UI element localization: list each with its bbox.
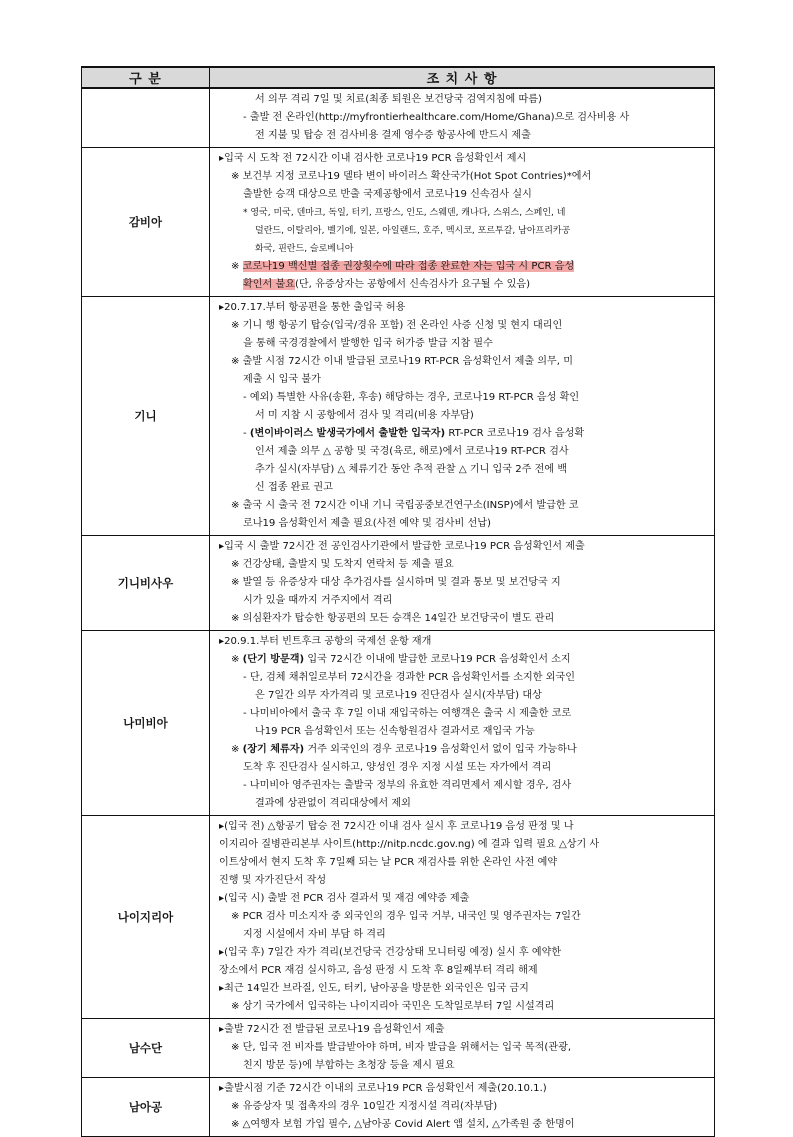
dash-mark: -	[243, 428, 250, 439]
measures-cell	[210, 1019, 715, 1078]
header-category: 구 분	[82, 67, 210, 88]
text-line: ▸(입국 후) 7일간 자가 격리(보건당국 건강상태 모니터링 예정) 실시 후 예약한	[219, 947, 562, 958]
measures-cell	[210, 297, 715, 536]
text-line: 결과에 상관없이 격리대상에서 제외	[255, 798, 411, 809]
highlighted-note	[219, 258, 708, 276]
text-line: 출발한 승객 대상으로 반출 국제공항에서 코로나19 신속검사 실시	[243, 189, 532, 200]
text-line: - 예외) 특별한 사유(송환, 후송) 해당하는 경우, 코로나19 RT-PCR 음성 확인	[243, 392, 580, 403]
country-cell: 나미비아	[82, 631, 210, 816]
country-cell: 기니	[82, 297, 210, 536]
text-line: 은 7일간 의무 자가격리 및 코로나19 진단검사 실시(자부담) 대상	[255, 690, 542, 701]
country-cell: 나이지리아	[82, 816, 210, 1019]
text-line: ※ 유증상자 및 접촉자의 경우 10일간 지정시설 격리(자부담)	[231, 1101, 498, 1112]
text-line: 인서 제출 의무 △ 공항 및 국경(육로, 해로)에서 코로나19 RT-PCR 검사	[255, 446, 569, 457]
text-line	[219, 741, 708, 759]
text-line: ※ 의심환자가 탑승한 항공편의 모든 승객은 14일간 보건당국이 별도 관리	[231, 613, 555, 624]
text-span: RT-PCR 코로나19 검사 음성확	[445, 428, 585, 439]
text-line: - 출발 전 온라인(http://myfrontierhealthcare.com/Home/Ghana)으로 검사비용 사	[243, 112, 630, 123]
header-measures: 조 치 사 항	[210, 67, 715, 88]
text-line: 추가 실시(자부담) △ 체류기간 동안 추적 관찰 △ 기니 입국 2주 전에 백	[255, 464, 568, 475]
text-line: ※ 상기 국가에서 입국하는 나이지리아 국민은 도착일로부터 7일 시설격리	[231, 1001, 555, 1012]
table-row-ghana-continued	[82, 88, 715, 148]
text-line: 서 의무 격리 7일 및 치료(최종 퇴원은 보건당국 검역지침에 따름)	[255, 94, 542, 105]
text-line: - 나미비아에서 출국 후 7일 이내 재입국하는 여행객은 출국 시 제출한 코로	[243, 708, 572, 719]
table-row-guinea	[82, 297, 715, 536]
text-line: ※ 건강상태, 출발지 및 도착지 연락처 등 제출 필요	[231, 559, 454, 570]
table-header-row	[82, 67, 715, 88]
text-line: 지정 시설에서 자비 부담 하 격리	[243, 929, 386, 940]
bold-text: (단기 방문객)	[242, 654, 305, 665]
measures-cell	[210, 148, 715, 297]
text-line: 제출 시 입국 불가	[243, 374, 321, 385]
table-row-gambia	[82, 148, 715, 297]
text-line: - 나미비아 영주권자는 출발국 정부의 유효한 격리면제서 제시할 경우, 검사	[243, 780, 572, 791]
text-line	[219, 425, 708, 443]
text-line: ※ 단, 입국 전 비자를 발급받아야 하며, 비자 발급을 위해서는 입국 목적(관광,	[231, 1042, 572, 1053]
text-line: 이지리아 질병관리본부 사이트(http://nitp.ncdc.gov.ng) 에 결과 입력 필요 △상기 사	[219, 839, 600, 850]
text-line: ▸입국 시 출발 72시간 전 공인검사기관에서 발급한 코로나19 PCR 음성확인서 제출	[219, 541, 585, 552]
measures-cell	[210, 536, 715, 631]
text-line: ▸입국 시 도착 전 72시간 이내 검사한 코로나19 PCR 음성확인서 제시	[219, 153, 527, 164]
text-line: 나19 PCR 음성확인서 또는 신속항원검사 결과서로 재입국 가능	[255, 726, 535, 737]
table-row-south-africa	[82, 1078, 715, 1137]
footnote-line: 덜란드, 이탈리아, 벨기에, 일본, 아일랜드, 호주, 멕시코, 포르투갈, 남아프리카공	[255, 226, 571, 236]
text-line: 서 미 지참 시 공항에서 검사 및 격리(비용 자부담)	[255, 410, 474, 421]
text-line: 시가 있을 때까지 거주지에서 격리	[243, 595, 393, 606]
text-span: 입국 72시간 이내에 발급한 코로나19 PCR 음성확인서 소지	[304, 654, 571, 665]
text-line: ▸출발 72시간 전 발급된 코로나19 음성확인서 제출	[219, 1024, 445, 1035]
country-cell: 감비아	[82, 148, 210, 297]
text-line: ※ 출국 시 출국 전 72시간 이내 기니 국립공중보건연구소(INSP)에서 발급한 코	[231, 500, 579, 511]
text-line: 로나19 음성확인서 제출 필요(사전 예약 및 검사비 선납)	[243, 518, 491, 529]
bold-text: (장기 체류자)	[242, 744, 305, 755]
table-row-nigeria	[82, 816, 715, 1019]
bold-text: (변이바이러스 발생국가에서 출발한 입국자)	[249, 428, 446, 439]
text-line: ※ 출발 시점 72시간 이내 발급된 코로나19 RT-PCR 음성확인서 제출 의무, 미	[231, 356, 573, 367]
highlighted-note-cont	[219, 276, 708, 294]
text-line: 친지 방문 등)에 부합하는 초청장 등을 제시 필요	[243, 1060, 455, 1071]
text-line: ※ PCR 검사 미소지자 중 외국인의 경우 입국 거부, 내국인 및 영주권자는 7일간	[231, 911, 581, 922]
text-span: 거주 외국인의 경우 코로나19 음성확인서 없이 입국 가능하나	[304, 744, 577, 755]
highlight-text: 확인서 불요	[243, 279, 295, 290]
text-line: ▸20.7.17.부터 항공편을 통한 출입국 허용	[219, 302, 406, 313]
text-line: 도착 후 진단검사 실시하고, 양성인 경우 지정 시설 또는 자가에서 격리	[243, 762, 552, 773]
text-line: 이트상에서 현지 도착 후 7일째 되는 날 PCR 재검사를 위한 온라인 사전 예약	[219, 857, 558, 868]
text-line: 장소에서 PCR 재검 실시하고, 음성 판정 시 도착 후 8일째부터 격리 해제	[219, 965, 538, 976]
measures-cell	[210, 1078, 715, 1137]
measures-cell	[210, 816, 715, 1019]
country-cell: 남아공	[82, 1078, 210, 1137]
footnote-line: * 영국, 미국, 덴마크, 독일, 터키, 프랑스, 인도, 스웨덴, 캐나다, 스위스, 스페인, 네	[243, 208, 566, 218]
text-line: ▸(입국 시) 출발 전 PCR 검사 결과서 및 재검 예약증 제출	[219, 893, 470, 904]
text-line: ▸출발시점 기준 72시간 이내의 코로나19 PCR 음성확인서 제출(20.10.1.)	[219, 1083, 547, 1094]
text-line: ▸20.9.1.부터 빈트후크 공항의 국제선 운항 재개	[219, 636, 432, 647]
text-line: ※ △여행자 보험 가입 필수, △남아공 Covid Alert 앱 설치, △가족원 중 한명이	[231, 1119, 575, 1130]
measures-cell	[210, 88, 715, 148]
text-line	[219, 651, 708, 669]
text-line: ※ 보건부 지정 코로나19 델타 변이 바이러스 확산국가(Hot Spot Contries)*에서	[231, 171, 592, 182]
entry-measures-table	[81, 66, 715, 1137]
note-mark: ※	[231, 654, 243, 665]
highlight-text: 코로나19 백신별 접종 권장횟수에 따라 접종 완료한 자는 입국 시 PCR 음성	[242, 261, 575, 272]
text-line: ※ 기니 행 항공기 탑승(입국/경유 포함) 전 온라인 사증 신청 및 현지 대리인	[231, 320, 563, 331]
country-cell: 남수단	[82, 1019, 210, 1078]
note-mark: ※	[231, 261, 243, 272]
text-line: ▸최근 14일간 브라질, 인도, 터키, 남아공을 방문한 외국인은 입국 금지	[219, 983, 529, 994]
table-row-namibia	[82, 631, 715, 816]
text-line: 신 접종 완료 권고	[255, 482, 333, 493]
note-mark: ※	[231, 744, 243, 755]
text-line: - 단, 검체 채취일로부터 72시간을 경과한 PCR 음성확인서를 소지한 외국인	[243, 672, 575, 683]
country-cell	[82, 88, 210, 148]
footnote-line: 화국, 핀란드, 슬로베니아	[255, 244, 354, 254]
text-span: (단, 유증상자는 공항에서 신속검사가 요구될 수 있음)	[294, 279, 531, 290]
text-line: ※ 발열 등 유증상자 대상 추가검사를 실시하며 및 결과 통보 및 보건당국 지	[231, 577, 561, 588]
document-page	[81, 66, 714, 1137]
text-line: 을 통해 국경경찰에서 발행한 입국 허가증 발급 지참 필수	[243, 338, 493, 349]
country-cell: 기니비사우	[82, 536, 210, 631]
text-line: 전 지불 및 탑승 전 검사비용 결제 영수증 항공사에 반드시 제출	[255, 130, 531, 141]
table-row-south-sudan	[82, 1019, 715, 1078]
text-line: 진행 및 자가진단서 작성	[219, 875, 327, 886]
measures-cell	[210, 631, 715, 816]
table-row-guinea-bissau	[82, 536, 715, 631]
text-line: ▸(입국 전) △항공기 탑승 전 72시간 이내 검사 실시 후 코로나19 음성 판정 및 나	[219, 821, 574, 832]
